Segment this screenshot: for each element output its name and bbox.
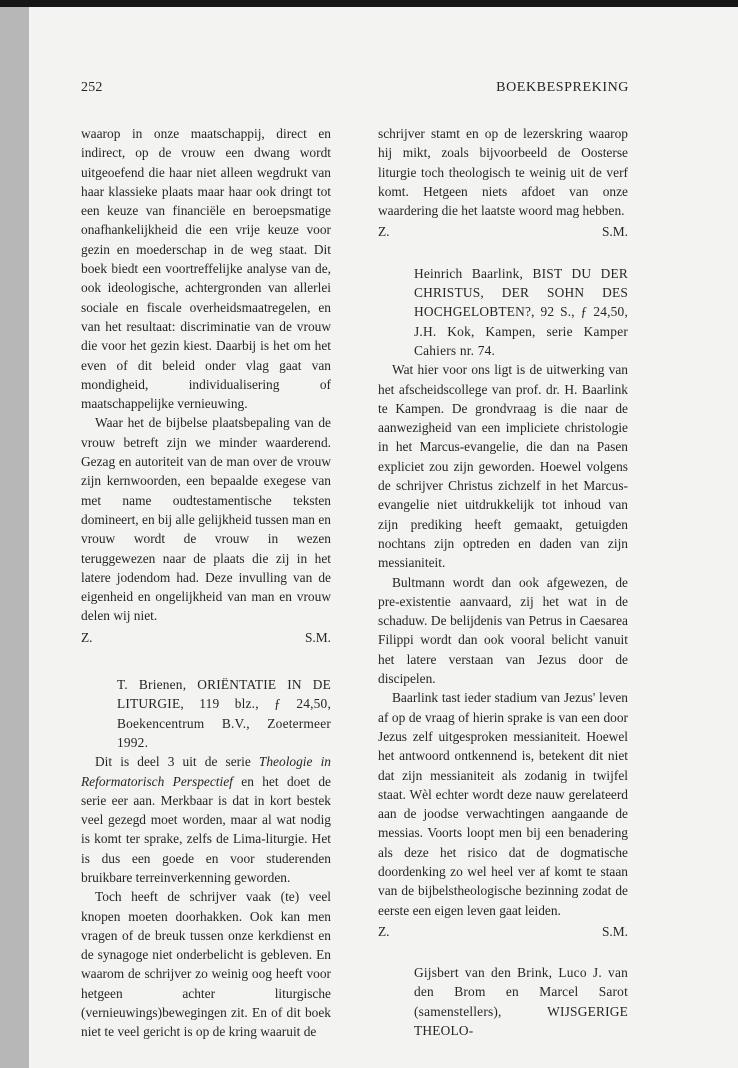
signature-place: Z. xyxy=(378,224,390,240)
signature-initials: S.M. xyxy=(304,629,331,645)
review-3-paragraph-2: Bultmann wordt dan ook afgewezen, de pre-existentie aanvaard, zij het wat in de schaduw. De belijdenis van Petrus in Caesarea Filippi wordt dan ook vooral belicht vanuit het latere verstaan van Jezus door de discipelen. xyxy=(378,574,628,687)
review-4-reference: Gijsbert van den Brink, Luco J. van den Brom en Marcel Sarot (samenstellers), WIJSGERIGE THEOLO- xyxy=(414,965,628,1039)
review-2-reference: T. Brienen, ORIËNTATIE IN DE LITURGIE, 119 blz., ƒ 24,50, Boekencentrum B.V., Zoetermeer 1992. xyxy=(117,677,331,750)
review-2-paragraph-2: Toch heeft de schrijver vaak (te) veel knopen moeten doorhakken. Ook kan men vragen of de breuk tussen onze kerkdienst en de synagoge niet onderbelicht is gebleven. En waarom de schrijver zo weinig oog heeft voor hetgeen achter liturgische (vernieuwings)bewegingen zit. En of dit boek niet te veel gericht is op de kring waaruit de xyxy=(81,889,331,1040)
review-3-signature xyxy=(378,922,628,941)
left-column xyxy=(81,124,331,1042)
signature-initials: S.M. xyxy=(601,923,628,939)
review-3-reference: Heinrich Baarlink, BIST DU DER CHRISTUS, DER SOHN DES HOCHGELOBTEN?, 92 S., ƒ 24,50, J.H. Kok, Kampen, serie Kamper Cahiers nr. 74. xyxy=(414,265,628,358)
page-number: 252 xyxy=(81,80,103,95)
review-3-paragraph-3: Baarlink tast ieder stadium van Jezus' leven af op de vraag of hierin sprake is van een door Jezus zelf uitgesproken messianiteit. Hoewel het antwoord ontkennend is, betekent dit niet dat zijn messianiteit als zodanig in twijfel staat. Wèl echter wordt deze nauw gerelateerd aan de joodse verwachtingen aangaande de messias. Voorts loopt men bij een benadering als deze het risico dat de dogmatische doordenking zo wel heel ver af komt te staan van de bijbelstheologische bezinning zodat de eerste een eigen leven gaat leiden. xyxy=(378,690,628,918)
signature-place: Z. xyxy=(81,629,93,645)
review-1-continuation: waarop in onze maatschappij, direct en indirect, op de vrouw een dwang wordt uitgeoefend die haar niet alleen wegdrukt van haar klassieke plaats maar haar ook dringt tot een keuze van financiële en beroepsmatige onafhankelijkheid die een vrije keuze voor gezin en moederschap in de weg staat. Dit boek biedt een voortreffelijke analyse van de, ook ideologische, achtergronden van allerlei sociale en fiscale overheidsmaatregelen, en van het resultaat: discriminatie van de vrouw die voor het gezin kiest. Daarbij is het om het even of dit beleid onder vlag gaat van mondigheid, individualisering of maatschappelijke vernieuwing. xyxy=(81,126,331,412)
signature-place: Z. xyxy=(378,923,390,939)
review-2-signature xyxy=(378,222,628,241)
series-title: Theologie in Reformatorisch Perspectief xyxy=(81,754,331,789)
review-2-paragraph-1: Dit is deel 3 uit de serie Theologie in Reformatorisch Perspectief en het doet de serie eer aan. Merkbaar is dat in kort bestek veel gezegd moet worden, maar al wat nodig is komt ter sprake, zelfs de Lima-liturgie. Het is dus een goede en voor studerenden bruikbare terreinverkenning geworden. xyxy=(81,754,331,885)
page-header xyxy=(81,80,629,98)
review-1-signature xyxy=(81,628,331,647)
review-2-continuation: schrijver stamt en op de lezerskring waarop hij mikt, zoals bijvoorbeeld de Oosterse liturgie toch theologisch te weinig uit de verf komt. Hetgeen niets afdoet van onze waardering die het laatste woord mag hebben. xyxy=(378,126,628,219)
review-1-paragraph-2: Waar het de bijbelse plaatsbepaling van de vrouw betreft zijn we minder waarderend. Gezag en autoriteit van de man over de vrouw zijn kernwoorden, een bepaalde exegese van met name oudtestamentische teksten domineert, en bij alle gelijkheid tussen man en vrouw wordt de vrouw in wezen teruggewezen naar de plaats die zij in het latere jodendom had. Deze invulling van de eigenheid en ongelijkheid van man en vrouw delen wij niet. xyxy=(81,415,331,624)
signature-initials: S.M. xyxy=(601,224,628,240)
review-3-paragraph-1: Wat hier voor ons ligt is de uitwerking van het afscheidscollege van prof. dr. H. Baarlink te Kampen. De grondvraag is die naar de aanwezigheid van een impliciete christologie in het Marcus-evangelie, die dan na Pasen expliciet zou zijn geworden. Hoewel volgens de schrijver Christus zichzelf in het Marcus-evangelie niet uitdrukkelijk tot inhoud van zijn prediking heeft gemaakt, getuigden nochtans zijn optreden en daden van zijn messianiteit. xyxy=(378,362,628,571)
running-title: BOEKBESPREKING xyxy=(496,80,629,95)
right-column xyxy=(378,124,628,1040)
scan-edge xyxy=(0,0,738,7)
